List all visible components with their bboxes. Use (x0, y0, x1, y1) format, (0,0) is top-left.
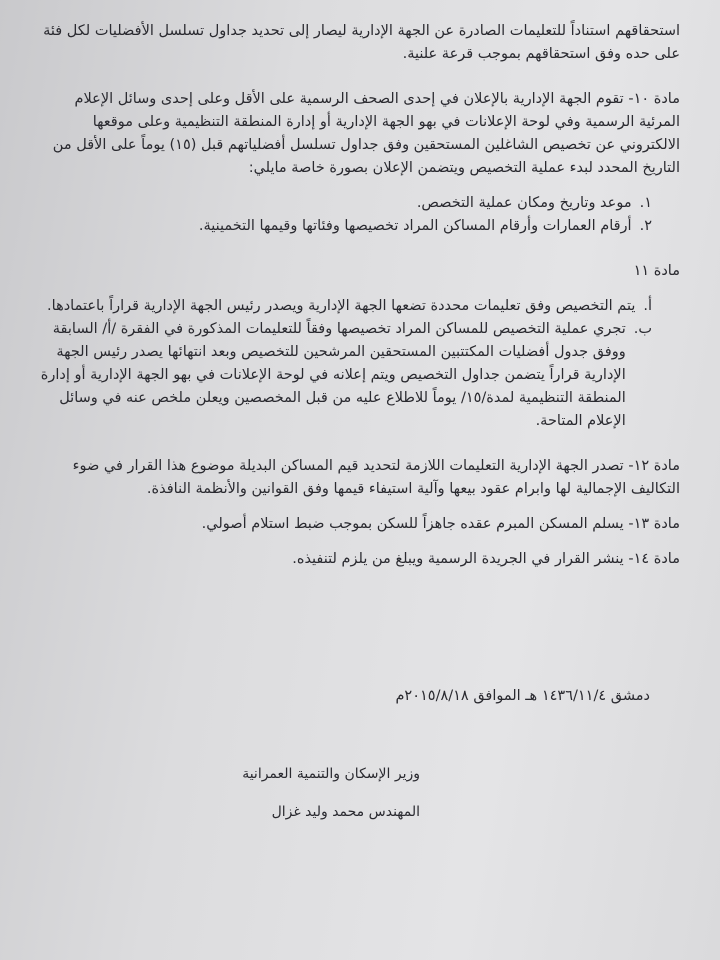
list-item (40, 215, 652, 238)
article-13: مادة ١٣- يسلم المسكن المبرم عقده جاهزاً للسكن بموجب ضبط استلام أصولي. (201, 516, 680, 532)
list-item (40, 295, 652, 318)
document-body (40, 20, 680, 571)
list-item (40, 318, 652, 433)
list-item-marker: ١. (639, 195, 652, 211)
list-item-marker: أ. (643, 298, 652, 314)
article-14: مادة ١٤- ينشر القرار في الجريدة الرسمية ويبلغ من يلزم لتنفيذه. (292, 551, 680, 567)
article-11-title: مادة ١١ (633, 263, 680, 279)
date-line: دمشق ١٤٣٦/١١/٤ هـ الموافق ٢٠١٥/٨/١٨م (395, 688, 650, 704)
article-11-list (40, 295, 680, 433)
article-12: مادة ١٢- تصدر الجهة الإدارية التعليمات اللازمة لتحديد قيم المساكن البديلة موضوع هذا القرار في ضوء التكاليف الإجمالية لها وابرام عقود بيعها وآلية استيفاء قيمها وفق القوانين والأنظمة النافذة. (72, 458, 680, 497)
article-10-list (40, 192, 680, 238)
signature-block (160, 755, 420, 831)
list-item-marker: ٢. (639, 218, 652, 234)
list-item-text: تجري عملية التخصيص للمساكن المراد تخصيصها وفقاً للتعليمات المذكورة في الفقرة /أ/ السابقة ووفق جدول أفضليات المكتتبين المستحقين المرشحين للتخصيص وبعد انتهائها يصدر رئيس الجهة الإدارية قراراً يتضمن جداول التخصيص ويتم إعلانه في لوحة الإعلانات في بهو الجهة الإدارية أو إدارة المنطقة التنظيمية لمدة/١٥/ يوماً للاطلاع عليه من قبل المخصصين ويعلن ملخص عنه في وسائل الإعلام المتاحة. (40, 321, 626, 429)
signatory-title: وزير الإسكان والتنمية العمرانية (242, 766, 420, 782)
list-item-text: أرقام العمارات وأرقام المساكن المراد تخصيصها وفئاتها وقيمها التخمينية. (198, 218, 632, 234)
list-item-text: موعد وتاريخ ومكان عملية التخصص. (416, 195, 632, 211)
article-10: مادة ١٠- تقوم الجهة الإدارية بالإعلان في إحدى الصحف الرسمية على الأقل وعلى إحدى وسائل الإعلام المرئية الرسمية وفي لوحة الإعلانات في بهو الجهة الإدارية أو إدارة المنطقة التنظيمية وعلى موقعها الالكتروني عن تخصيص الشاغلين المستحقين وفق جداول تسلسل أفضلياتهم قبل (١٥) يوماً على الأقل من التاريخ المحدد لبدء عملية التخصيص ويتضمن الإعلان بصورة خاصة مايلي: (52, 91, 680, 176)
signatory-name: المهندس محمد وليد غزال (271, 804, 420, 820)
list-item-marker: ب. (633, 321, 652, 337)
list-item-text: يتم التخصيص وفق تعليمات محددة تضعها الجهة الإدارية ويصدر رئيس الجهة الإدارية قراراً باعتمادها. (47, 298, 636, 314)
list-item (40, 192, 652, 215)
paragraph-intro: استحقاقهم استناداً للتعليمات الصادرة عن الجهة الإدارية ليصار إلى تحديد جداول تسلسل الأفضليات لكل فئة على حده وفق استحقاقهم بموجب قرعة علنية. (43, 23, 680, 62)
